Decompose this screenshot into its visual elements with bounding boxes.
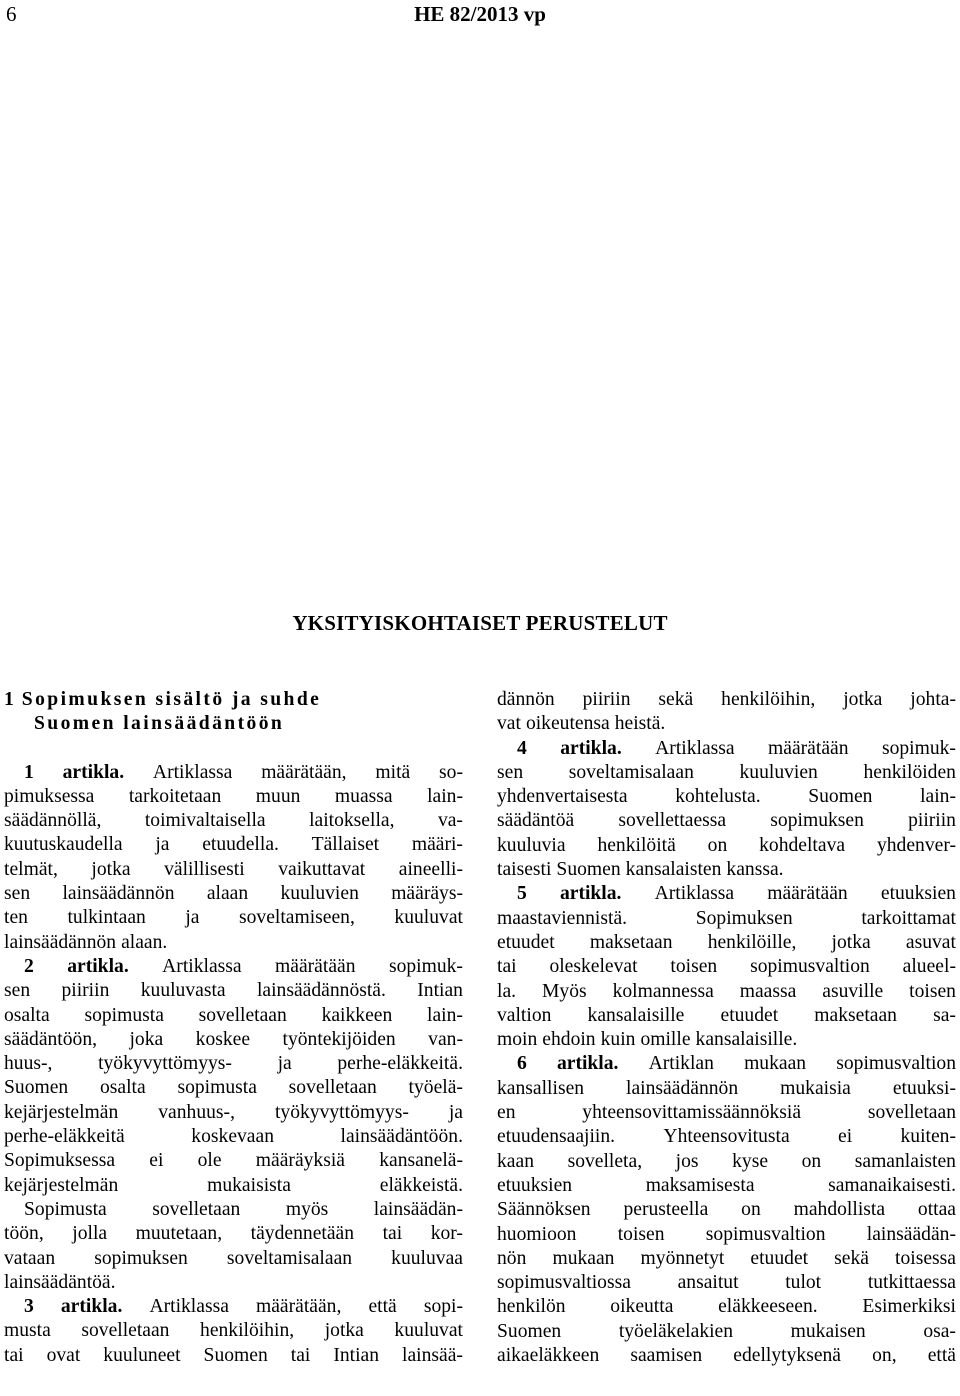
- main-heading: YKSITYISKOHTAISET PERUSTELUT: [292, 611, 668, 635]
- text-line: säädäntöön, joka koskee työntekijöiden van-: [4, 1028, 463, 1050]
- text-line: telmät, jotka välillisesti vaikuttavat aineelli-: [4, 858, 463, 880]
- text-line: pimuksessa tarkoitetaan muun muassa lain-: [4, 785, 463, 807]
- text-line: vat oikeutensa heistä.: [497, 713, 666, 735]
- section-number: 1: [4, 689, 14, 710]
- text-line: tai ovat kuuluneet Suomen tai Intian lainsää-: [4, 1344, 463, 1366]
- text-line: dännön piiriin sekä henkilöihin, jotka johta-: [497, 689, 956, 710]
- text-line: kejärjestelmän vanhuus-, työkyvyttömyys- ja: [4, 1101, 463, 1123]
- text-line: kuutuskaudella ja etuudella. Tällaiset määri-: [4, 834, 463, 856]
- text-line: ten tulkintaan ja soveltamiseen, kuuluvat: [4, 907, 463, 929]
- text-line: lainsäädäntöä.: [4, 1271, 116, 1293]
- text-line: 3 artikla. Artiklassa määrätään, että sopi-: [24, 1296, 463, 1318]
- text-line: 5 artikla. Artiklassa määrätään etuuksien: [517, 883, 956, 905]
- text-line: sen soveltamisalaan kuuluvien henkilöiden: [497, 761, 956, 783]
- text-line: kansallisen lainsäädännön mukaisia etuuksi-: [497, 1077, 956, 1099]
- text-line: Suomen osalta sopimusta sovelletaan työelä-: [4, 1077, 463, 1099]
- text-line: etuuksien maksamisesta samanaikaisesti.: [497, 1174, 956, 1196]
- text-line: moin ehdoin kuin omille kansalaisille.: [497, 1029, 798, 1051]
- left-column-text: [4, 761, 463, 1368]
- text-line: lainsäädännön alaan.: [4, 931, 168, 953]
- text-line: vataan sopimuksen soveltamisalaan kuuluvaa: [4, 1247, 463, 1269]
- text-line: säädännöllä, toimivaltaisella laitoksella, va-: [4, 810, 463, 832]
- text-line: 2 artikla. Artiklassa määrätään sopimuk-: [24, 955, 463, 977]
- text-line: perhe-eläkkeitä koskevaan lainsäädäntöön.: [4, 1126, 463, 1148]
- text-line: Säännöksen perusteella on mahdollista ottaa: [497, 1199, 956, 1221]
- text-line: säädäntöä sovellettaessa sopimuksen piiriin: [497, 810, 956, 832]
- text-line: 4 artikla. Artiklassa määrätään sopimuk-: [517, 737, 956, 759]
- text-line: osalta sopimusta sovelletaan kaikkeen lain-: [4, 1004, 463, 1026]
- text-line: musta sovelletaan henkilöihin, jotka kuuluvat: [4, 1320, 463, 1342]
- text-line: taisesti Suomen kansalaisten kanssa.: [497, 859, 784, 881]
- text-line: 1 artikla. Artiklassa määrätään, mitä so-: [24, 761, 463, 783]
- text-line: tai oleskelevat toisen sopimusvaltion alueel-: [497, 956, 956, 978]
- text-line: aikaeläkkeen saamisen edellytyksenä on, että: [497, 1345, 956, 1367]
- text-line: huus-, työkyvyttömyys- ja perhe-eläkkeitä.: [4, 1053, 463, 1075]
- section-title-line1: Sopimuksen sisältö ja suhde: [21, 689, 322, 710]
- text-line: kuuluvia henkilöitä on kohdeltava yhdenver-: [497, 834, 956, 856]
- text-line: en yhteensovittamissäännöksiä sovelletaan: [497, 1102, 956, 1124]
- section-spacer: [4, 737, 463, 761]
- text-line: nön mukaan myönnetyt etuudet sekä toisessa: [497, 1247, 956, 1269]
- text-line: kejärjestelmän mukaisista eläkkeistä.: [4, 1174, 463, 1196]
- text-line: sopimusvaltiossa ansaitut tulot tutkittaessa: [497, 1272, 956, 1294]
- text-line: Sopimuksessa ei ole määräyksiä kansanelä-: [4, 1150, 463, 1172]
- running-head: HE 82/2013 vp: [414, 2, 546, 26]
- section-title: [4, 688, 463, 737]
- section-title-line2: Suomen lainsäädäntöön: [34, 713, 285, 735]
- right-column-text: [497, 688, 956, 1368]
- text-line: sen piiriin kuuluvasta lainsäädännöstä. Intian: [4, 980, 463, 1002]
- text-line: yhdenvertaisesta kohtelusta. Suomen lain-: [497, 786, 956, 808]
- text-line: 6 artikla. Artiklan mukaan sopimusvaltion: [517, 1053, 956, 1075]
- text-line: huomioon toisen sopimusvaltion lainsäädän-: [497, 1223, 956, 1245]
- text-line: sen lainsäädännön alaan kuuluvien määräys-: [4, 883, 463, 905]
- page-number: 6: [6, 2, 17, 26]
- text-line: maastaviennistä. Sopimuksen tarkoittamat: [497, 907, 956, 929]
- right-column: [497, 688, 956, 1368]
- left-column: [4, 688, 463, 1368]
- text-line: kaan sovelleta, jos kyse on samanlaisten: [497, 1150, 956, 1172]
- text-line: etuudet maksetaan henkilöille, jotka asuvat: [497, 931, 956, 953]
- text-line: Sopimusta sovelletaan myös lainsäädän-: [24, 1198, 463, 1220]
- text-line: töön, jolla muutetaan, täydennetään tai kor-: [4, 1223, 463, 1245]
- text-line: henkilön oikeutta eläkkeeseen. Esimerkiksi: [497, 1296, 956, 1318]
- text-line: etuudensaajiin. Yhteensovitusta ei kuiten-: [497, 1126, 956, 1148]
- text-line: valtion kansalaisille etuudet maksetaan sa-: [497, 1004, 956, 1026]
- text-line: la. Myös kolmannessa maassa asuville toisen: [497, 980, 956, 1002]
- text-line: Suomen työeläkelakien mukaisen osa-: [497, 1320, 956, 1342]
